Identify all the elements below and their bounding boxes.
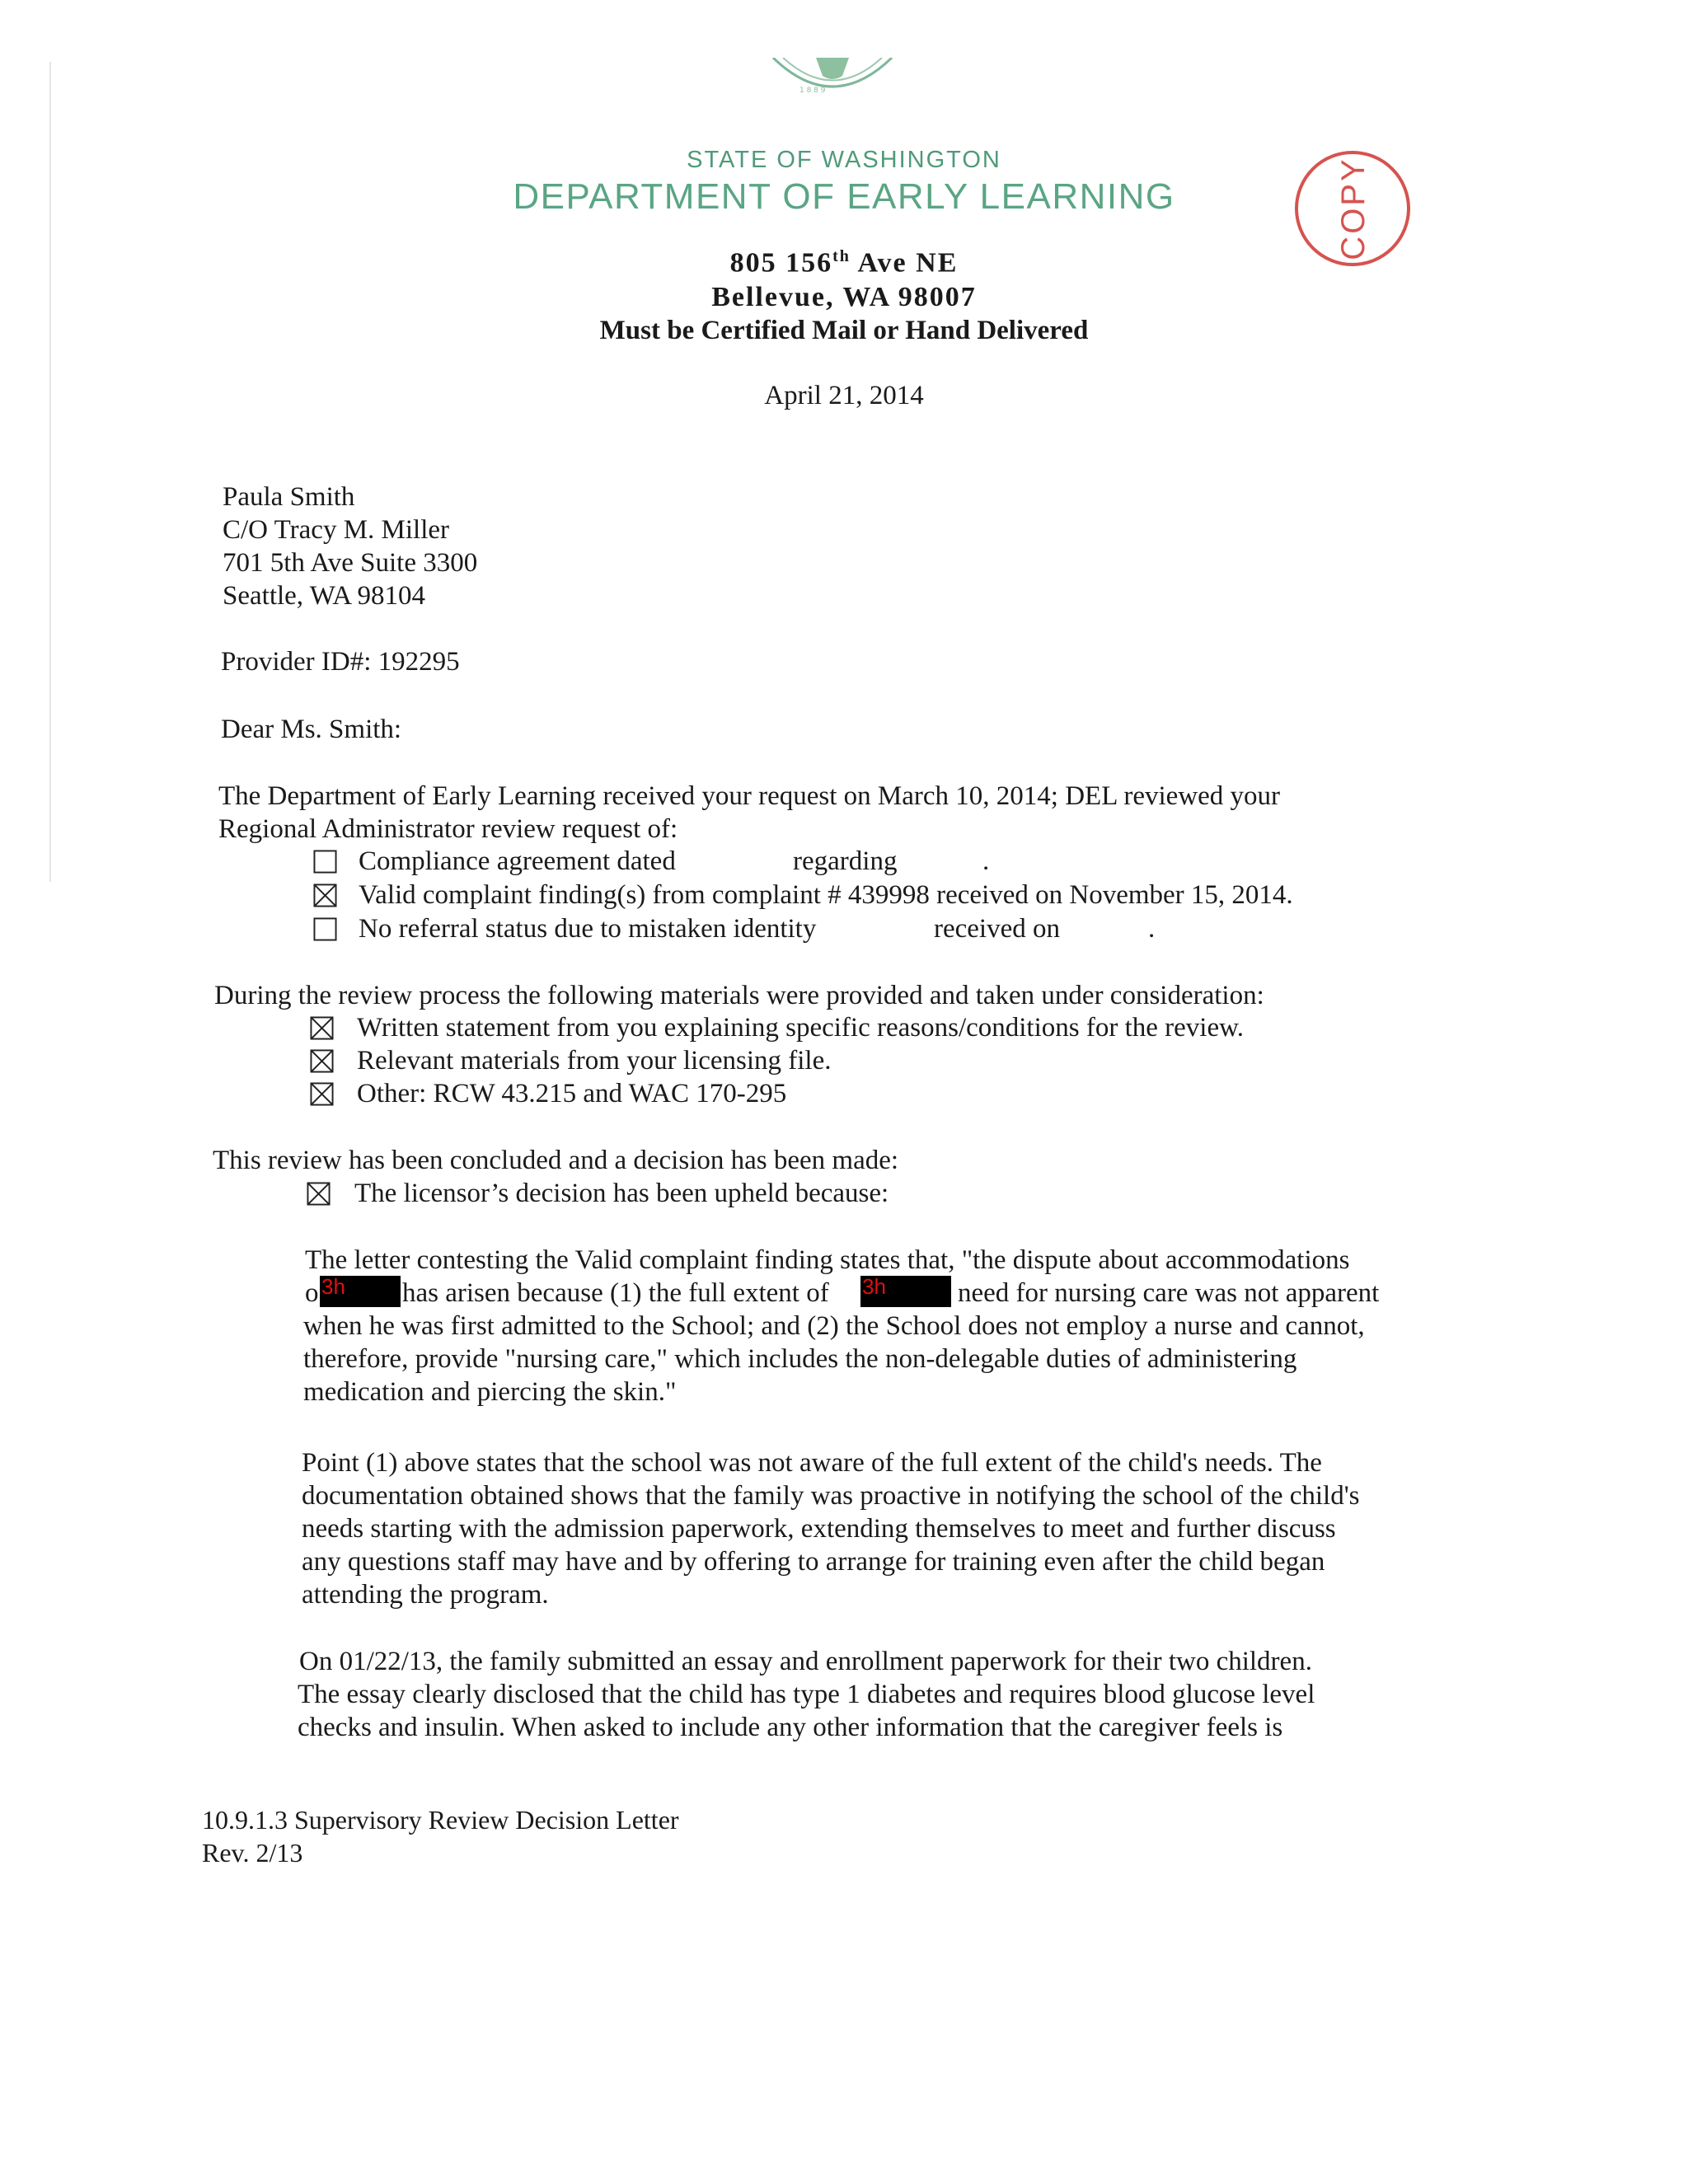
checkbox-compliance-agreement [313, 850, 337, 874]
state-seal-icon [767, 58, 898, 124]
material-written-statement: Written statement from you explaining specific reasons/conditions for the review. [357, 1013, 1245, 1043]
option-compliance-agreement: Compliance agreement dated [359, 846, 676, 876]
option-compliance-period: . [982, 846, 990, 876]
option-no-referral-received: received on [934, 914, 1060, 944]
option-no-referral-period: . [1148, 914, 1156, 944]
option-compliance-regarding: regarding [793, 846, 898, 876]
checkbox-written-statement [310, 1016, 334, 1040]
copy-stamp-icon [1292, 148, 1413, 269]
redaction-block: 3h [320, 1276, 401, 1307]
checkbox-decision-upheld [307, 1182, 331, 1206]
letter-date: April 21, 2014 [764, 381, 924, 410]
intro-line-1: The Department of Early Learning received your request on March 10, 2014; DEL reviewed your [218, 781, 1281, 811]
material-other: Other: RCW 43.215 and WAC 170-295 [357, 1079, 787, 1108]
para3-line-2: The essay clearly disclosed that the child has type 1 diabetes and requires blood glucose level [298, 1680, 1315, 1709]
checkbox-valid-complaint [313, 883, 337, 907]
delivery-note: Must be Certified Mail or Hand Delivered [599, 316, 1089, 345]
decision-intro: This review has been concluded and a decision has been made: [213, 1146, 899, 1175]
para3-line-3: checks and insulin. When asked to include any other information that the caregiver feels is [298, 1713, 1283, 1742]
para2-line-5: attending the program. [302, 1580, 549, 1610]
checkbox-other-material [310, 1082, 334, 1106]
para1-line-4: therefore, provide "nursing care," which includes the non-delegable duties of administering [303, 1344, 1297, 1374]
material-licensing-file: Relevant materials from your licensing file. [357, 1046, 832, 1076]
para2-line-4: any questions staff may have and by offering to arrange for training even after the child began [302, 1547, 1325, 1577]
option-no-referral: No referral status due to mistaken identity [359, 914, 817, 944]
state-name: STATE OF WASHINGTON [687, 147, 1001, 173]
para1-line-2-start: o [305, 1278, 319, 1308]
address-line-2: Bellevue, WA 98007 [711, 282, 977, 312]
para1-line-2-middle: has arisen because (1) the full extent of [402, 1278, 829, 1308]
department-name: DEPARTMENT OF EARLY LEARNING [513, 176, 1175, 217]
footer-form-name: 10.9.1.3 Supervisory Review Decision Letter [202, 1805, 679, 1835]
para2-line-1: Point (1) above states that the school was not aware of the full extent of the child's needs. The [302, 1448, 1322, 1478]
recipient-care-of: C/O Tracy M. Miller [223, 515, 450, 545]
option-valid-complaint: Valid complaint finding(s) from complaint # 439998 received on November 15, 2014. [359, 880, 1293, 910]
copy-stamp-text: COPY [1335, 157, 1372, 260]
recipient-city: Seattle, WA 98104 [223, 581, 425, 611]
checkbox-licensing-file [310, 1049, 334, 1073]
address-line-1: 805 156th Ave NE [729, 247, 959, 279]
materials-intro: During the review process the following materials were provided and taken under consideration: [214, 981, 1264, 1010]
para2-line-2: documentation obtained shows that the family was proactive in notifying the school of the child's [302, 1481, 1360, 1511]
para1-line-2-end: need for nursing care was not apparent [958, 1278, 1380, 1308]
para1-line-1: The letter contesting the Valid complaint finding states that, "the dispute about accommodations [305, 1245, 1350, 1275]
decision-upheld: The licensor’s decision has been upheld because: [354, 1179, 889, 1208]
recipient-street: 701 5th Ave Suite 3300 [223, 548, 478, 578]
salutation: Dear Ms. Smith: [221, 715, 402, 744]
svg-text:1 8 8 9: 1 8 8 9 [799, 87, 826, 95]
recipient-name: Paula Smith [223, 482, 355, 512]
redaction-block: 3h [860, 1276, 951, 1307]
checkbox-no-referral [313, 917, 337, 941]
footer-revision: Rev. 2/13 [202, 1838, 303, 1868]
para3-line-1: On 01/22/13, the family submitted an essay and enrollment paperwork for their two children. [299, 1647, 1312, 1676]
para1-line-5: medication and piercing the skin." [303, 1377, 677, 1407]
para2-line-3: needs starting with the admission paperwork, extending themselves to meet and further discuss [302, 1514, 1336, 1544]
provider-id: Provider ID#: 192295 [221, 647, 460, 677]
para1-line-3: when he was first admitted to the School; and (2) the School does not employ a nurse and cannot, [303, 1311, 1365, 1341]
intro-line-2: Regional Administrator review request of: [218, 814, 678, 844]
